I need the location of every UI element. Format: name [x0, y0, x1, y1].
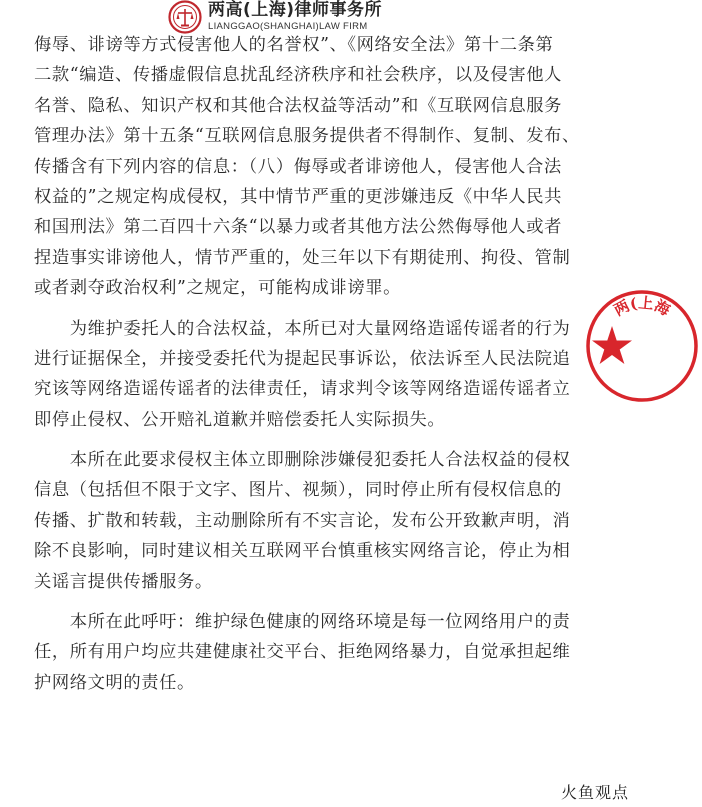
text-line: 究该等网络造谣传谣者的法律责任，请求判令该等网络造谣传谣者立	[34, 379, 571, 400]
text-line: 和国刑法》第二百四十六条“以暴力或者其他方法公然侮辱他人或者	[34, 217, 562, 238]
text-line: 传播含有下列内容的信息：（八）侮辱或者诽谤他人，侵害他人合法	[34, 156, 562, 177]
text-line: 或者剥夺政治权利”之规定，可能构成诽谤罪。	[34, 278, 402, 299]
text-line: 捏造事实诽谤他人，情节严重的，处三年以下有期徒刑、拘役、管制	[34, 247, 571, 268]
text-line: 名誉、隐私、知识产权和其他合法权益等活动”和《互联网信息服务	[34, 95, 562, 116]
text-line: 侮辱、诽谤等方式侵害他人的名誉权”、《网络安全法》第十二条第	[34, 35, 554, 55]
text-line: 即停止侵权、公开赔礼道歉并赔偿委托人实际损失。	[34, 409, 446, 430]
text-line: 为维护委托人的合法权益，本所已对大量网络造谣传谣者的行为	[34, 318, 571, 339]
letterhead	[168, 0, 382, 34]
text-line: 传播、扩散和转载，主动删除所有不实言论，发布公开致歉声明，消	[34, 510, 571, 531]
firm-name-english: LIANGGAO(SHANGHAI)LAW FIRM	[208, 21, 368, 33]
red-seal-stamp	[582, 286, 702, 406]
paragraph-legal-basis	[34, 30, 594, 304]
watermark: 火鱼观点	[560, 783, 629, 802]
letter-body	[34, 30, 594, 698]
text-line: 除不良影响，同时建议相关互联网平台慎重核实网络言论，停止为相	[34, 541, 571, 562]
paragraph-appeal	[34, 607, 594, 698]
text-line: 护网络文明的责任。	[34, 672, 195, 693]
text-line: 本所在此呼吁：维护绿色健康的网络环境是每一位网络用户的责	[34, 612, 571, 633]
paragraph-deletion-demand	[34, 445, 594, 597]
text-line: 管理办法》第十五条“互联网信息服务提供者不得制作、复制、发布、	[34, 126, 580, 147]
text-line: 权益的”之规定构成侵权，其中情节严重的更涉嫌违反《中华人民共	[34, 186, 562, 207]
firm-name-chinese: 两高(上海)律师事务所	[208, 0, 383, 21]
seal-star-icon	[592, 326, 632, 364]
text-line: 关谣言提供传播服务。	[34, 571, 213, 592]
text-line: 本所在此要求侵权主体立即删除涉嫌侵犯委托人合法权益的侵权	[34, 450, 571, 471]
law-firm-logo-icon	[168, 0, 202, 34]
text-line: 任，所有用户均应共建健康社交平台、拒绝网络暴力，自觉承担起维	[34, 642, 571, 663]
text-line: 信息（包括但不限于文字、图片、视频），同时停止所有侵权信息的	[34, 480, 562, 501]
firm-name	[208, 2, 382, 32]
text-line: 进行证据保全，并接受委托代为提起民事诉讼，依法诉至人民法院追	[34, 348, 571, 369]
seal-text: 两(上海	[610, 293, 674, 320]
text-line: 二款“编造、传播虚假信息扰乱经济秩序和社会秩序，以及侵害他人	[34, 65, 562, 86]
paragraph-evidence-preservation	[34, 314, 594, 436]
